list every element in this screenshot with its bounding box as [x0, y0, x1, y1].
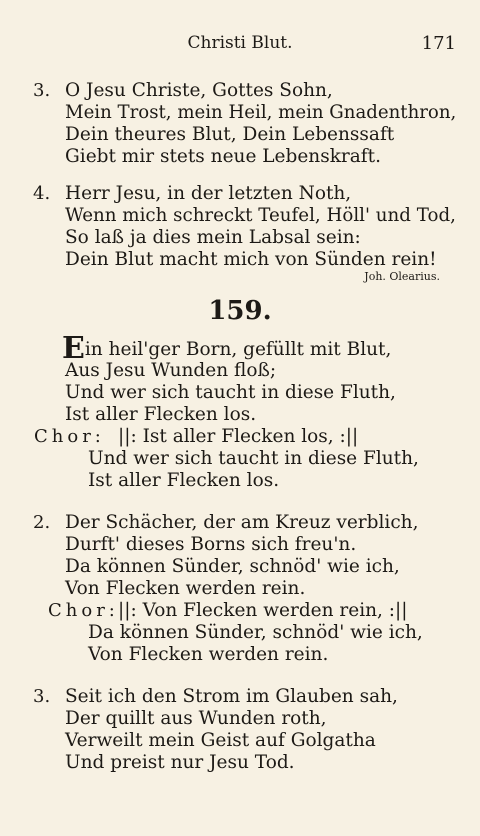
- verse-line: Ist aller Flecken los.: [65, 404, 257, 425]
- verse-line: Von Flecken werden rein.: [65, 578, 306, 599]
- verse-line: Und preist nur Jesu Tod.: [65, 752, 295, 773]
- chorus-line: Von Flecken werden rein.: [88, 644, 329, 665]
- verse-line: Durft' dieses Borns sich freu'n.: [65, 534, 357, 555]
- verse-line: Der Schächer, der am Kreuz verblich,: [65, 512, 419, 533]
- verse-line: Mein Trost, mein Heil, mein Gnadenthron,: [65, 102, 457, 123]
- verse-line: Verweilt mein Geist auf Golgatha: [65, 730, 376, 751]
- verse-number: 4.: [33, 183, 51, 204]
- verse-line: Der quillt aus Wunden roth,: [65, 708, 327, 729]
- chorus-line: Und wer sich taucht in diese Fluth,: [88, 448, 419, 469]
- verse-line: Und wer sich taucht in diese Fluth,: [65, 382, 396, 403]
- chorus-line: ||: Von Flecken werden rein, :||: [118, 600, 408, 621]
- verse-number: 3.: [33, 686, 51, 707]
- verse-line: Seit ich den Strom im Glauben sah,: [65, 686, 398, 707]
- verse-line: Da können Sünder, schnöd' wie ich,: [65, 556, 400, 577]
- verse-line: Wenn mich schreckt Teufel, Höll' und Tod,: [65, 205, 456, 226]
- verse-line: Aus Jesu Wunden floß;: [65, 360, 277, 381]
- page-number: 171: [421, 33, 456, 54]
- chorus-label: Chor:: [48, 600, 119, 621]
- chorus-line: ||: Ist aller Flecken los, :||: [118, 426, 359, 447]
- hymn-number: 159.: [208, 296, 272, 326]
- verse-line-text: in heil'ger Born, gefüllt mit Blut,: [84, 339, 392, 360]
- verse-line: O Jesu Christe, Gottes Sohn,: [65, 80, 333, 101]
- verse-line: Herr Jesu, in der letzten Noth,: [65, 183, 352, 204]
- verse-line: Dein theures Blut, Dein Lebenssaft: [65, 124, 395, 145]
- chorus-line: Ist aller Flecken los.: [88, 470, 280, 491]
- author-attribution: Joh. Olearius.: [364, 270, 440, 283]
- drop-cap: E: [62, 331, 85, 366]
- running-header-title: Christi Blut.: [187, 33, 293, 53]
- verse-line: Giebt mir stets neue Lebenskraft.: [65, 146, 381, 167]
- chorus-line: Da können Sünder, schnöd' wie ich,: [88, 622, 423, 643]
- verse-number: 3.: [33, 80, 51, 101]
- verse-line: So laß ja dies mein Labsal sein:: [65, 227, 361, 248]
- chorus-label: Chor:: [34, 426, 105, 447]
- verse-line: Dein Blut macht mich von Sünden rein!: [65, 249, 437, 270]
- verse-number: 2.: [33, 512, 51, 533]
- verse-line-first: [62, 331, 392, 366]
